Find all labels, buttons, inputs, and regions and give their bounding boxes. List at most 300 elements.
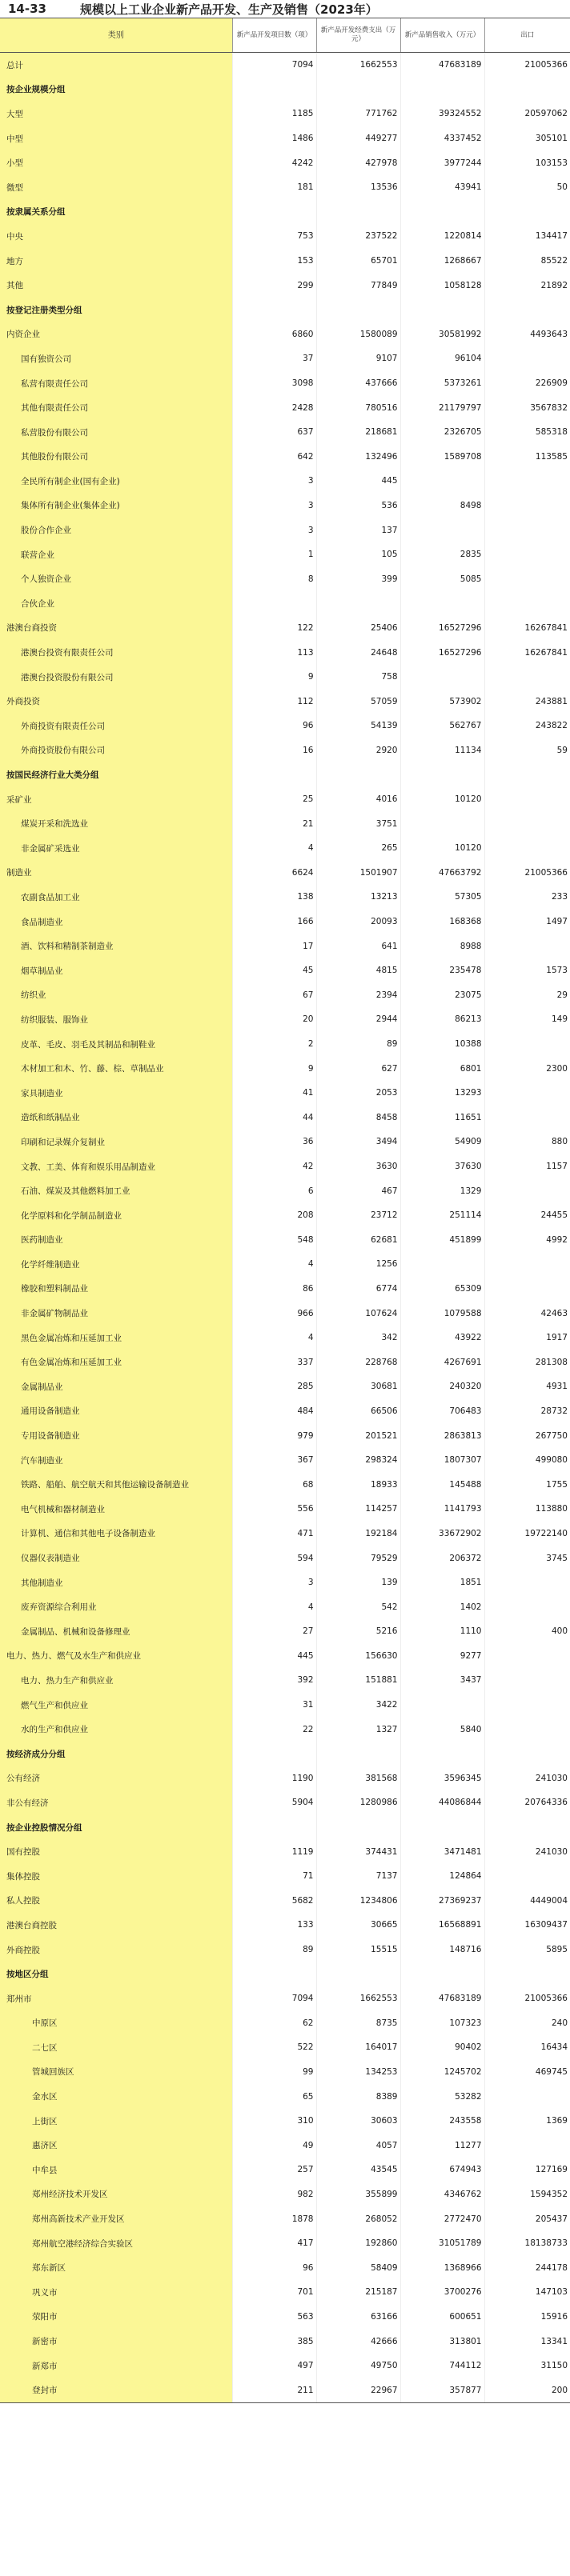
row-revenue: 11277: [400, 2133, 484, 2158]
row-expense: [316, 78, 400, 102]
table-row: [0, 591, 570, 616]
row-projects: 25: [232, 787, 316, 812]
table-row: [0, 1154, 570, 1179]
table-row: [0, 836, 570, 861]
row-revenue: 10120: [400, 787, 484, 812]
row-category: 联营企业: [0, 542, 232, 567]
row-export: [484, 934, 570, 958]
row-expense: 298324: [316, 1448, 400, 1473]
row-export: 233: [484, 885, 570, 910]
row-category: 按企业控股情况分组: [0, 1815, 232, 1840]
table-row: [0, 346, 570, 371]
row-revenue: 1807307: [400, 1448, 484, 1473]
row-category: 金属制品、机械和设备修理业: [0, 1619, 232, 1644]
row-category: 仪器仪表制造业: [0, 1546, 232, 1570]
row-projects: 45: [232, 958, 316, 983]
row-projects: 3: [232, 1570, 316, 1595]
table-row: [0, 224, 570, 249]
row-projects: 285: [232, 1374, 316, 1399]
row-revenue: 21179797: [400, 395, 484, 420]
row-expense: 15515: [316, 1938, 400, 1962]
row-projects: 392: [232, 1668, 316, 1693]
row-revenue: 31051789: [400, 2231, 484, 2256]
table-row: [0, 1889, 570, 1914]
row-expense: 66506: [316, 1399, 400, 1424]
row-export: 13341: [484, 2329, 570, 2354]
row-projects: 563: [232, 2305, 316, 2330]
row-category: 化学原料和化学制品制造业: [0, 1203, 232, 1228]
table-row: [0, 445, 570, 470]
row-expense: 542: [316, 1594, 400, 1619]
row-revenue: 5840: [400, 1717, 484, 1742]
row-revenue: 1329: [400, 1178, 484, 1203]
table-row: [0, 249, 570, 274]
row-revenue: 1079588: [400, 1301, 484, 1326]
row-export: [484, 200, 570, 225]
row-export: 241030: [484, 1839, 570, 1864]
table-row: [0, 1277, 570, 1302]
row-projects: 3: [232, 518, 316, 542]
row-expense: 1662553: [316, 1986, 400, 2011]
row-expense: 23712: [316, 1203, 400, 1228]
row-projects: 753: [232, 224, 316, 249]
row-category: 股份合作企业: [0, 518, 232, 542]
row-export: [484, 469, 570, 494]
row-revenue: 33672902: [400, 1522, 484, 1546]
table-row: [0, 2035, 570, 2060]
row-export: 21892: [484, 273, 570, 298]
row-expense: 62681: [316, 1228, 400, 1253]
row-expense: 3630: [316, 1154, 400, 1179]
row-revenue: 1110: [400, 1619, 484, 1644]
row-export: 240: [484, 2011, 570, 2036]
row-category: 医药制造业: [0, 1228, 232, 1253]
row-export: [484, 591, 570, 616]
row-revenue: 6801: [400, 1056, 484, 1081]
table-row: [0, 1717, 570, 1742]
row-category: 煤炭开采和洗选业: [0, 811, 232, 836]
row-export: 20764336: [484, 1790, 570, 1815]
row-export: 113585: [484, 445, 570, 470]
row-export: 16267841: [484, 640, 570, 665]
row-export: 1369: [484, 2109, 570, 2134]
row-revenue: 2835: [400, 542, 484, 567]
row-revenue: 1220814: [400, 224, 484, 249]
row-category: 荥阳市: [0, 2305, 232, 2330]
row-export: 147103: [484, 2280, 570, 2305]
row-expense: 8458: [316, 1106, 400, 1130]
row-expense: 20093: [316, 910, 400, 934]
table-row: [0, 1986, 570, 2011]
row-expense: 89: [316, 1032, 400, 1057]
table-row: [0, 322, 570, 347]
row-expense: 30681: [316, 1374, 400, 1399]
row-projects: 22: [232, 1717, 316, 1742]
row-revenue: 11134: [400, 738, 484, 763]
row-projects: 133: [232, 1913, 316, 1938]
row-category: 燃气生产和供应业: [0, 1693, 232, 1718]
row-projects: 5904: [232, 1790, 316, 1815]
table-row: [0, 1619, 570, 1644]
table-row: [0, 1081, 570, 1106]
row-revenue: 2772470: [400, 2206, 484, 2231]
row-category: 郑州高新技术产业开发区: [0, 2206, 232, 2231]
row-category: 电力、热力、燃气及水生产和供应业: [0, 1644, 232, 1669]
table-row: [0, 1913, 570, 1938]
table-row: [0, 1056, 570, 1081]
row-revenue: 57305: [400, 885, 484, 910]
row-revenue: 2863813: [400, 1423, 484, 1448]
table-row: [0, 102, 570, 126]
table-row: [0, 298, 570, 322]
row-category: 印刷和记录媒介复制业: [0, 1130, 232, 1154]
row-revenue: 1268667: [400, 249, 484, 274]
table-row: [0, 640, 570, 665]
row-projects: 385: [232, 2329, 316, 2354]
row-expense: 268052: [316, 2206, 400, 2231]
row-export: [484, 298, 570, 322]
row-export: 1594352: [484, 2182, 570, 2207]
row-expense: 114257: [316, 1497, 400, 1522]
row-export: 16267841: [484, 616, 570, 641]
row-revenue: 4337452: [400, 126, 484, 151]
row-projects: 3: [232, 469, 316, 494]
row-expense: 139: [316, 1570, 400, 1595]
table-row: [0, 2158, 570, 2182]
row-projects: 96: [232, 714, 316, 738]
row-category: 化学纤维制造业: [0, 1252, 232, 1277]
row-category: 电力、热力生产和供应业: [0, 1668, 232, 1693]
row-projects: 7094: [232, 53, 316, 78]
table-row: [0, 2354, 570, 2378]
row-projects: 65: [232, 2084, 316, 2109]
row-revenue: 1141793: [400, 1497, 484, 1522]
row-category: 郑州经济技术开发区: [0, 2182, 232, 2207]
row-category: 港澳台投资有限责任公司: [0, 640, 232, 665]
header-expense: 新产品开发经费支出（万元）: [316, 18, 400, 53]
row-revenue: 96104: [400, 346, 484, 371]
row-export: [484, 346, 570, 371]
row-export: [484, 836, 570, 861]
row-export: [484, 1178, 570, 1203]
row-expense: 2944: [316, 1007, 400, 1032]
row-expense: 6774: [316, 1277, 400, 1302]
row-revenue: [400, 1815, 484, 1840]
row-projects: [232, 1742, 316, 1766]
header-projects: 新产品开发项目数（项）: [232, 18, 316, 53]
row-expense: 536: [316, 494, 400, 518]
row-revenue: 3700276: [400, 2280, 484, 2305]
row-export: 28732: [484, 1399, 570, 1424]
row-expense: 265: [316, 836, 400, 861]
row-export: 24455: [484, 1203, 570, 1228]
table-row: [0, 2011, 570, 2036]
row-projects: 4: [232, 1326, 316, 1350]
row-revenue: 1402: [400, 1594, 484, 1619]
row-export: 400: [484, 1619, 570, 1644]
row-category: 其他: [0, 273, 232, 298]
header-export: 出口: [484, 18, 570, 53]
row-revenue: [400, 298, 484, 322]
table-row: [0, 2182, 570, 2207]
row-revenue: 54909: [400, 1130, 484, 1154]
row-projects: 1190: [232, 1766, 316, 1791]
row-expense: 65701: [316, 249, 400, 274]
row-expense: 58409: [316, 2255, 400, 2280]
row-projects: 9: [232, 1056, 316, 1081]
table-row: [0, 420, 570, 445]
row-revenue: 3471481: [400, 1839, 484, 1864]
row-export: 103153: [484, 150, 570, 175]
row-revenue: [400, 762, 484, 787]
table-body: [0, 53, 570, 2403]
row-expense: 8389: [316, 2084, 400, 2109]
row-projects: 1: [232, 542, 316, 567]
table-row: [0, 126, 570, 151]
table-row: [0, 811, 570, 836]
table-row: [0, 1472, 570, 1497]
table-row: [0, 714, 570, 738]
row-export: 18138733: [484, 2231, 570, 2256]
row-revenue: 357877: [400, 2378, 484, 2402]
row-expense: [316, 1815, 400, 1840]
row-revenue: 8498: [400, 494, 484, 518]
row-projects: 9: [232, 665, 316, 690]
row-projects: 44: [232, 1106, 316, 1130]
row-expense: 218681: [316, 420, 400, 445]
row-export: 305101: [484, 126, 570, 151]
table-row: [0, 1839, 570, 1864]
row-expense: 22967: [316, 2378, 400, 2402]
row-expense: 13536: [316, 175, 400, 200]
row-category: 专用设备制造业: [0, 1423, 232, 1448]
table-row: [0, 1962, 570, 1986]
row-projects: 548: [232, 1228, 316, 1253]
row-expense: 79529: [316, 1546, 400, 1570]
row-projects: 484: [232, 1399, 316, 1424]
row-expense: 215187: [316, 2280, 400, 2305]
row-expense: 427978: [316, 150, 400, 175]
row-projects: 41: [232, 1081, 316, 1106]
row-export: [484, 566, 570, 591]
row-category: 其他制造业: [0, 1570, 232, 1595]
row-revenue: 27369237: [400, 1889, 484, 1914]
row-projects: 637: [232, 420, 316, 445]
table-row: [0, 371, 570, 396]
row-export: 1755: [484, 1472, 570, 1497]
table-row: [0, 1693, 570, 1718]
table-row: [0, 1497, 570, 1522]
row-projects: 49: [232, 2133, 316, 2158]
row-revenue: 8988: [400, 934, 484, 958]
row-revenue: 13293: [400, 1081, 484, 1106]
row-projects: 211: [232, 2378, 316, 2402]
row-export: [484, 1081, 570, 1106]
row-export: [484, 1962, 570, 1986]
row-category: 通用设备制造业: [0, 1399, 232, 1424]
row-revenue: 148716: [400, 1938, 484, 1962]
row-expense: 3751: [316, 811, 400, 836]
table-row: [0, 2231, 570, 2256]
table-row: [0, 469, 570, 494]
row-expense: 449277: [316, 126, 400, 151]
table-row: [0, 2060, 570, 2085]
row-export: 226909: [484, 371, 570, 396]
row-revenue: 1851: [400, 1570, 484, 1595]
row-category: 食品制造业: [0, 910, 232, 934]
row-revenue: 47683189: [400, 53, 484, 78]
row-export: 1497: [484, 910, 570, 934]
table-row: [0, 861, 570, 886]
table-row: [0, 1007, 570, 1032]
row-expense: 1280986: [316, 1790, 400, 1815]
row-export: [484, 1032, 570, 1057]
row-revenue: [400, 469, 484, 494]
table-row: [0, 518, 570, 542]
row-expense: 201521: [316, 1423, 400, 1448]
row-category: 总计: [0, 53, 232, 78]
row-expense: 4815: [316, 958, 400, 983]
row-projects: [232, 1962, 316, 1986]
row-revenue: 1368966: [400, 2255, 484, 2280]
row-projects: 594: [232, 1546, 316, 1570]
row-revenue: [400, 1742, 484, 1766]
row-export: [484, 1693, 570, 1718]
row-category: 计算机、通信和其他电子设备制造业: [0, 1522, 232, 1546]
row-category: 非金属矿采选业: [0, 836, 232, 861]
row-projects: [232, 762, 316, 787]
row-export: [484, 1668, 570, 1693]
row-category: 公有经济: [0, 1766, 232, 1791]
table-number: 14-33: [8, 2, 46, 16]
row-category: 大型: [0, 102, 232, 126]
table-row: [0, 1032, 570, 1057]
row-projects: 337: [232, 1350, 316, 1374]
row-revenue: 107323: [400, 2011, 484, 2036]
table-row: [0, 1423, 570, 1448]
row-expense: 355899: [316, 2182, 400, 2207]
row-expense: [316, 200, 400, 225]
row-export: 16309437: [484, 1913, 570, 1938]
row-category: 中型: [0, 126, 232, 151]
table-row: [0, 1594, 570, 1619]
row-revenue: 674943: [400, 2158, 484, 2182]
row-revenue: 37630: [400, 1154, 484, 1179]
row-export: 4931: [484, 1374, 570, 1399]
table-row: [0, 1815, 570, 1840]
row-projects: 42: [232, 1154, 316, 1179]
table-row: [0, 689, 570, 714]
row-expense: [316, 762, 400, 787]
row-category: 文教、工美、体育和娱乐用品制造业: [0, 1154, 232, 1179]
row-expense: 381568: [316, 1766, 400, 1791]
row-projects: 8: [232, 566, 316, 591]
table-row: [0, 395, 570, 420]
row-expense: 467: [316, 1178, 400, 1203]
row-revenue: 2326705: [400, 420, 484, 445]
row-revenue: 206372: [400, 1546, 484, 1570]
row-export: [484, 811, 570, 836]
row-revenue: 47683189: [400, 1986, 484, 2011]
row-revenue: 235478: [400, 958, 484, 983]
row-category: 集体所有制企业(集体企业): [0, 494, 232, 518]
row-projects: 99: [232, 2060, 316, 2085]
row-revenue: 11651: [400, 1106, 484, 1130]
row-projects: 71: [232, 1864, 316, 1889]
row-category: 国有独资公司: [0, 346, 232, 371]
row-projects: 966: [232, 1301, 316, 1326]
row-revenue: [400, 811, 484, 836]
table-row: [0, 1644, 570, 1669]
table-row: [0, 2133, 570, 2158]
row-projects: 4: [232, 1252, 316, 1277]
row-category: 电气机械和器材制造业: [0, 1497, 232, 1522]
row-expense: [316, 1962, 400, 1986]
row-expense: 30665: [316, 1913, 400, 1938]
table-row: [0, 494, 570, 518]
table-row: [0, 1228, 570, 1253]
row-revenue: 451899: [400, 1228, 484, 1253]
row-revenue: 4346762: [400, 2182, 484, 2207]
row-projects: 153: [232, 249, 316, 274]
table-row: [0, 885, 570, 910]
table-row: [0, 1203, 570, 1228]
row-revenue: 5085: [400, 566, 484, 591]
row-projects: [232, 78, 316, 102]
row-projects: 417: [232, 2231, 316, 2256]
row-projects: 445: [232, 1644, 316, 1669]
row-category: 惠济区: [0, 2133, 232, 2158]
row-export: 205437: [484, 2206, 570, 2231]
row-projects: 68: [232, 1472, 316, 1497]
row-expense: 4016: [316, 787, 400, 812]
table-row: [0, 1668, 570, 1693]
row-projects: 7094: [232, 1986, 316, 2011]
row-revenue: [400, 200, 484, 225]
row-expense: 3422: [316, 1693, 400, 1718]
row-projects: 37: [232, 346, 316, 371]
row-expense: 134253: [316, 2060, 400, 2085]
row-export: 19722140: [484, 1522, 570, 1546]
row-projects: 3: [232, 494, 316, 518]
row-category: 按企业规模分组: [0, 78, 232, 102]
row-export: [484, 494, 570, 518]
row-projects: 299: [232, 273, 316, 298]
row-revenue: 706483: [400, 1399, 484, 1424]
header-category: 类别: [0, 18, 232, 53]
row-export: [484, 1252, 570, 1277]
row-projects: 497: [232, 2354, 316, 2378]
row-expense: 1501907: [316, 861, 400, 886]
row-export: 16434: [484, 2035, 570, 2060]
header-row: [0, 18, 570, 53]
row-export: [484, 1277, 570, 1302]
table-row: [0, 1546, 570, 1570]
table-row: [0, 200, 570, 225]
row-export: [484, 1864, 570, 1889]
row-projects: 138: [232, 885, 316, 910]
row-expense: 1662553: [316, 53, 400, 78]
row-expense: 8735: [316, 2011, 400, 2036]
row-export: 21005366: [484, 53, 570, 78]
row-expense: 24648: [316, 640, 400, 665]
row-category: 外商控股: [0, 1938, 232, 1962]
row-revenue: 562767: [400, 714, 484, 738]
row-revenue: 251114: [400, 1203, 484, 1228]
table-row: [0, 1374, 570, 1399]
row-expense: 780516: [316, 395, 400, 420]
row-revenue: [400, 518, 484, 542]
